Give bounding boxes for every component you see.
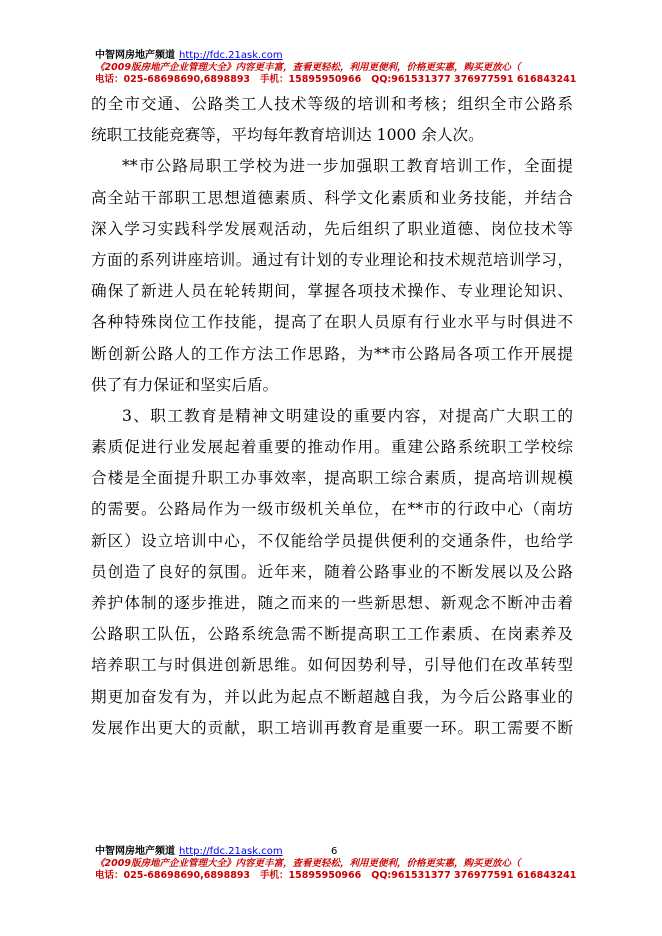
header-phone: 电话：025-68698690,6898893 (95, 74, 251, 85)
header-site-name: 中智网房地产频道 (95, 50, 175, 61)
header-site-link[interactable]: http://fdc.21ask.com (179, 50, 283, 61)
body-line: 确保了新进人员在轮转期间，掌握各项技术操作、专业理论知识、 (91, 282, 573, 301)
body-line: 方面的系列讲座培训。通过有计划的专业理论和技术规范培训学习， (91, 250, 573, 269)
body-line: 培养职工与时俱进创新思维。如何因势利导，引导他们在改革转型 (91, 656, 573, 675)
page-header (95, 50, 615, 86)
body-line: 统职工技能竞赛等，平均每年教育培训达 1000 余人次。 (91, 126, 484, 145)
body-line: 断创新公路人的工作方法工作思路，为**市公路局各项工作开展提 (91, 344, 573, 363)
body-line: 供了有力保证和坚实后盾。 (91, 375, 279, 394)
header-mobile: 手机：15895950966 (260, 74, 362, 85)
footer-promo: 《2009版房地产企业管理大全》内容更丰富，查看更轻松，利用更便利，价格更实惠，购买更放心（ (95, 858, 521, 869)
body-line: 深入学习实践科学发展观活动，先后组织了职业道德、岗位技术等 (91, 219, 573, 238)
body-line: **市公路局职工学校为进一步加强职工教育培训工作，全面提 (122, 157, 573, 176)
body-line: 的需要。公路局作为一级市级机关单位，在**市的行政中心（南坊 (91, 500, 573, 519)
page-footer (95, 846, 615, 882)
footer-contact (95, 870, 615, 882)
header-promo: 《2009版房地产企业管理大全》内容更丰富，查看更轻松，利用更便利，价格更实惠，购买更放心（ (95, 62, 521, 73)
document-body (91, 89, 573, 744)
body-line: 各种特殊岗位工作技能，提高了在职人员原有行业水平与时俱进不 (91, 313, 573, 332)
footer-mobile: 手机：15895950966 (260, 870, 362, 881)
body-line: 的全市交通、公路类工人技术等级的培训和考核；组织全市公路系 (91, 95, 573, 113)
footer-site-line (95, 846, 615, 858)
body-line: 新区）设立培训中心，不仅能给学员提供便利的交通条件，也给学 (91, 531, 573, 550)
body-line: 发展作出更大的贡献，职工培训再教育是重要一环。职工需要不断 (91, 718, 573, 737)
body-line: 合楼是全面提升职工办事效率，提高职工综合素质，提高培训规模 (91, 469, 573, 488)
body-line: 高全站干部职工思想道德素质、科学文化素质和业务技能，并结合 (91, 188, 573, 207)
footer-site-name: 中智网房地产频道 (95, 846, 175, 857)
body-line: 期更加奋发有为，并以此为起点不断超越自我，为今后公路事业的 (91, 687, 573, 706)
header-qq: QQ:961531377 376977591 616843241 (371, 74, 577, 85)
footer-site-link[interactable]: http://fdc.21ask.com (179, 846, 283, 857)
footer-qq: QQ:961531377 376977591 616843241 (371, 870, 577, 881)
header-contact (95, 74, 615, 86)
page-number: 6 (331, 846, 338, 857)
body-line: 养护体制的逐步推进，随之而来的一些新思想、新观念不断冲击着 (91, 594, 573, 612)
body-line: 素质促进行业发展起着重要的推动作用。重建公路系统职工学校综 (91, 438, 573, 457)
body-line: 公路职工队伍，公路系统急需不断提高职工工作素质、在岗素养及 (91, 625, 573, 644)
header-site-line (95, 50, 615, 62)
body-line: 3、职工教育是精神文明建设的重要内容，对提高广大职工的 (122, 406, 573, 425)
body-line: 员创造了良好的氛围。近年来，随着公路事业的不断发展以及公路 (91, 562, 573, 581)
footer-phone: 电话：025-68698690,6898893 (95, 870, 251, 881)
